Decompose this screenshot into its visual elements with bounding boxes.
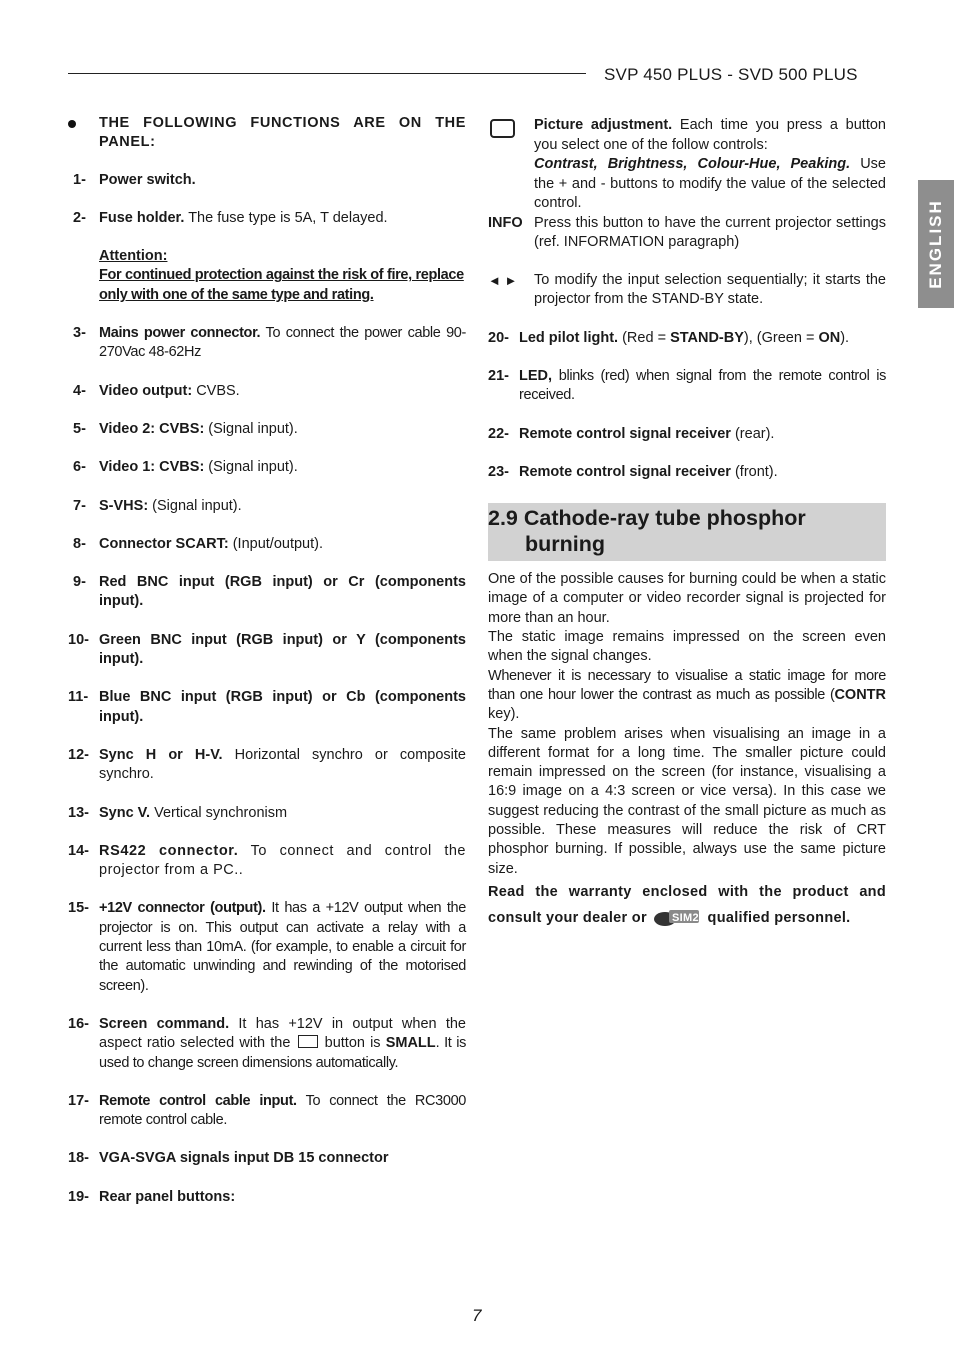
entry-controls: Contrast, Brightness, Colour-Hue, Peaking. <box>534 156 851 172</box>
list-item <box>68 1092 466 1131</box>
item-text: The fuse type is 5A, T delayed. <box>184 209 388 226</box>
paragraph-text: key). <box>488 706 520 723</box>
item-text: (Input/output). <box>228 535 324 552</box>
left-right-arrows-icon: ◄ ► <box>488 273 518 289</box>
list-item <box>488 329 886 348</box>
warranty-text: qualified personnel. <box>703 909 851 926</box>
item-text: (front). <box>730 463 778 480</box>
intro-text: THE FOLLOWING FUNCTIONS ARE ON THE PANEL: <box>99 115 466 151</box>
item-number: 20- <box>488 329 509 346</box>
attention-note <box>99 247 466 305</box>
list-item <box>68 899 466 995</box>
item-text: blinks (red) when signal from the remote control is received. <box>519 367 886 404</box>
list-item <box>68 573 466 612</box>
item-title: Remote control signal receiver <box>519 463 731 480</box>
left-column <box>68 114 466 1226</box>
item-title: Green BNC input (RGB input) or Y (components input). <box>99 631 466 668</box>
list-item <box>68 1149 466 1168</box>
item-title: S-VHS: <box>99 497 149 514</box>
item-number: 14- <box>68 842 89 859</box>
picture-key-icon <box>490 119 515 138</box>
item-text: button is <box>319 1035 386 1052</box>
item-title: Fuse holder. <box>99 209 185 226</box>
item-title: VGA-SVGA signals input DB 15 connector <box>99 1150 389 1167</box>
item-title: Sync V. <box>99 804 151 821</box>
page-header-title: SVP 450 PLUS - SVD 500 PLUS <box>604 65 858 84</box>
right-column <box>488 116 886 931</box>
item-title: Video output: <box>99 382 193 399</box>
list-item <box>68 497 466 516</box>
intro-bullet <box>68 114 466 153</box>
section-body <box>488 570 886 931</box>
list-item <box>68 420 466 439</box>
item-text: (rear). <box>730 425 775 442</box>
item-number: 6- <box>73 459 86 476</box>
attention-text: For continued protection against the risk of fire, replace only with one of the same type and rating. <box>99 267 464 303</box>
item-text: ). <box>840 329 850 346</box>
sim2-logo-icon <box>653 908 701 926</box>
item-number: 3- <box>73 325 86 342</box>
sim2-logo-text: SIM2 <box>672 911 700 924</box>
section-heading-box <box>488 503 886 561</box>
item-title: +12V connector (output). <box>99 900 266 917</box>
info-label: INFO <box>488 214 523 231</box>
item-title: Remote control signal receiver <box>519 425 731 442</box>
item-number: 9- <box>73 574 86 591</box>
item-text: To connect and control the projector from a PC.. <box>99 842 466 879</box>
list-item <box>68 688 466 727</box>
header-rule <box>68 73 586 74</box>
item-text: ), (Green = <box>743 329 819 346</box>
warranty-text: Read the warranty enclosed with the product and consult your dealer or <box>488 883 886 926</box>
list-item <box>68 1015 466 1073</box>
item-title: Red BNC input (RGB input) or Cr (components input). <box>99 574 466 610</box>
item-text: Horizontal synchro or composite synchro. <box>99 746 466 783</box>
item-title: LED, <box>519 367 553 384</box>
paragraph: The same problem arises when visualising an image in a different format for a long time. The smaller picture could remain impressed on the screen (for instance, visualising a 16:9 image on a 4:3 screen or vice versa). In this case we suggest reducing the contrast of the small picture as much as possible. These measures will reduce the risk of CRT phosphor burning. If possible, always use the same picture size. <box>488 725 886 877</box>
list-item <box>68 382 466 401</box>
item-text: To connect the RC3000 remote control cable. <box>99 1092 466 1129</box>
list-item <box>68 631 466 670</box>
item-title: Remote control cable input. <box>99 1092 297 1109</box>
paragraph: The static image remains impressed on the screen even when the signal changes. <box>488 629 886 665</box>
entry-title: Picture adjustment. <box>534 117 673 133</box>
list-item <box>68 171 466 190</box>
list-item <box>488 367 886 406</box>
item-number: 13- <box>68 804 89 821</box>
list-item <box>68 804 466 823</box>
item-number: 23- <box>488 463 509 480</box>
paragraph <box>488 667 886 725</box>
list-item <box>68 842 466 881</box>
entry-text: Each time you press a button you select one of the follow controls: <box>534 117 886 153</box>
item-number: 11- <box>68 689 89 706</box>
list-item <box>68 458 466 477</box>
key-name: CONTR <box>834 686 886 703</box>
page-number: 7 <box>472 1306 482 1325</box>
item-number: 5- <box>73 420 86 437</box>
item-number: 10- <box>68 631 89 648</box>
item-title: Video 1: CVBS: <box>99 459 205 476</box>
item-number: 2- <box>73 209 86 226</box>
item-number: 8- <box>73 535 86 552</box>
list-item <box>68 324 466 363</box>
item-title: Mains power connector. <box>99 325 261 342</box>
item-text: (Signal input). <box>204 420 298 437</box>
item-number: 19- <box>68 1188 89 1205</box>
picture-adjustment-entry <box>488 116 886 214</box>
bullet-icon <box>68 120 76 128</box>
warranty-note <box>488 879 886 931</box>
item-text: To connect the power cable 90-270Vac 48-62Hz <box>99 325 466 361</box>
item-text: (Red = <box>618 329 671 346</box>
item-emphasis: SMALL <box>385 1035 436 1052</box>
item-text: . It is used to change screen dimensions automatically. <box>99 1035 466 1071</box>
item-title: Screen command. <box>99 1015 230 1032</box>
paragraph: One of the possible causes for burning could be when a static image of a computer or video recorder signal is projected for more than an hour. <box>488 571 886 626</box>
section-title-line2: burning <box>525 532 606 557</box>
item-title: Video 2: CVBS: <box>99 420 205 437</box>
list-item <box>68 209 466 305</box>
arrows-entry <box>488 271 886 310</box>
paragraph-text: Whenever it is necessary to visualise a static image for more than one hour lower the contrast as much as possible ( <box>488 667 886 703</box>
entry-text: To modify the input selection sequentially; it starts the projector from the STAND-BY state. <box>534 272 886 308</box>
item-title: RS422 connector. <box>99 842 239 859</box>
item-number: 16- <box>68 1015 89 1032</box>
item-title: Power switch. <box>99 171 196 188</box>
language-tab-label: ENGLISH <box>926 199 945 289</box>
item-text: It has a +12V output when the projector is on. This output can activate a relay with a current less than 10mA. (for example, to enable a circuit for the automatic unwinding and rewinding of the motorised screen). <box>99 900 466 994</box>
entry-text: Use the + and - buttons to modify the value of the selected control. <box>534 156 886 211</box>
item-number: 7- <box>73 497 86 514</box>
section-heading <box>488 505 886 557</box>
item-number: 15- <box>68 900 89 917</box>
list-item <box>68 746 466 785</box>
item-number: 12- <box>68 746 89 763</box>
item-number: 17- <box>68 1092 89 1109</box>
item-text: Vertical synchronism <box>150 804 288 821</box>
item-text: CVBS. <box>192 382 240 399</box>
list-item <box>488 425 886 444</box>
aspect-ratio-button-icon <box>298 1035 318 1048</box>
item-number: 18- <box>68 1150 89 1167</box>
item-title: Rear panel buttons: <box>99 1188 236 1205</box>
item-title: Led pilot light. <box>519 329 619 346</box>
attention-title: Attention: <box>99 248 168 265</box>
item-emphasis: ON <box>818 329 841 346</box>
item-number: 21- <box>488 367 509 384</box>
item-text: (Signal input). <box>204 459 298 476</box>
language-tab <box>918 180 954 308</box>
item-text: It has +12V in output when the aspect ratio selected with the <box>99 1015 466 1052</box>
item-number: 22- <box>488 425 509 442</box>
item-text: (Signal input). <box>148 497 242 514</box>
list-item <box>488 463 886 482</box>
item-title: Sync H or H-V. <box>99 746 223 763</box>
list-item <box>68 1188 466 1207</box>
item-number: 1- <box>73 171 86 188</box>
item-number: 4- <box>73 382 86 399</box>
info-entry <box>488 214 886 253</box>
entry-text: Press this button to have the current projector settings (ref. INFORMATION paragraph) <box>534 214 886 250</box>
item-title: Connector SCART: <box>99 535 229 552</box>
item-title: Blue BNC input (RGB input) or Cb (components input). <box>99 689 466 725</box>
list-item <box>68 535 466 554</box>
section-title-line1: 2.9 Cathode-ray tube phosphor <box>488 506 806 531</box>
item-emphasis: STAND-BY <box>670 329 744 346</box>
